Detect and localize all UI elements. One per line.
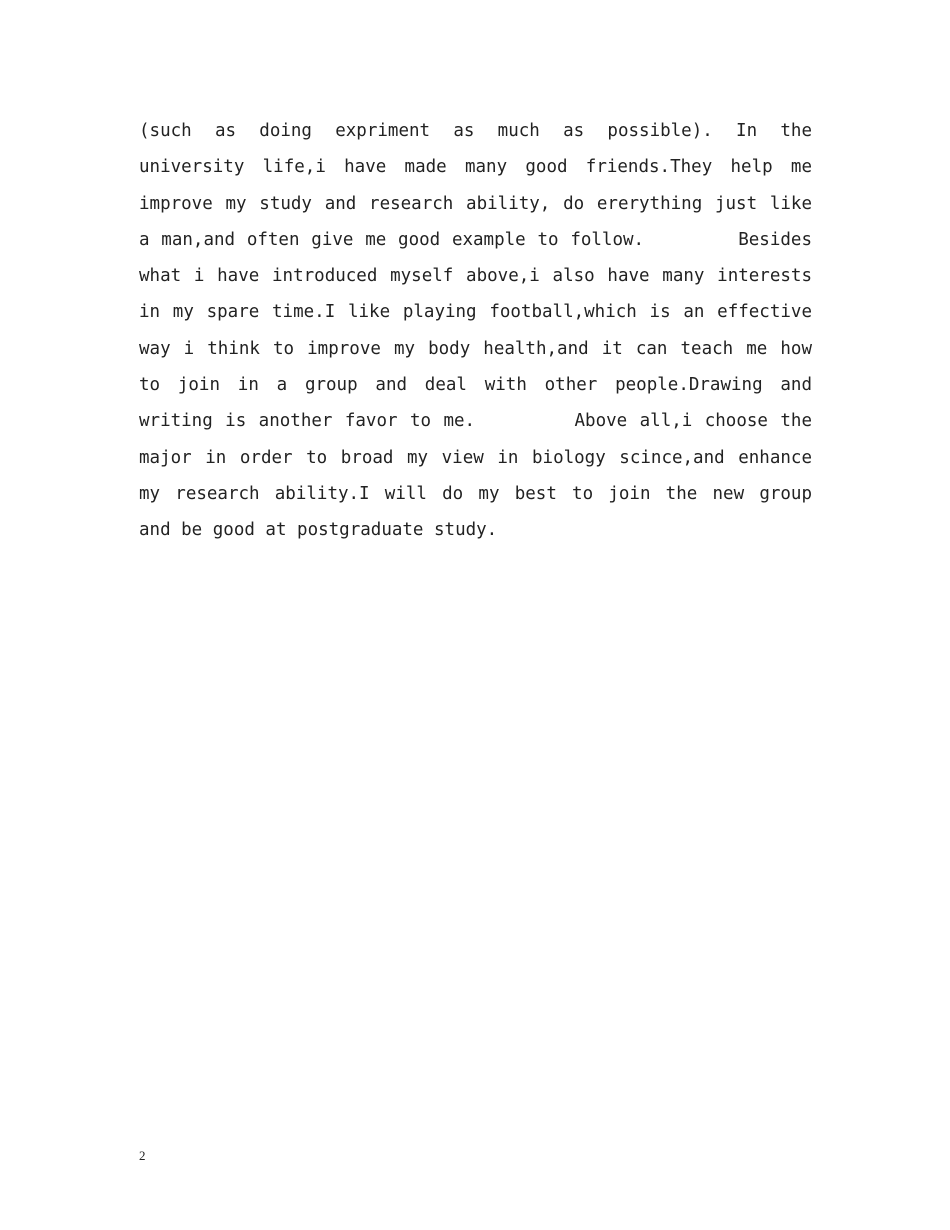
text-line: university life,i have made many good friends.They help me bbox=[139, 157, 812, 178]
text-line: in my spare time.I like playing football,which is an effective bbox=[139, 302, 812, 323]
page-number: 2 bbox=[139, 1148, 146, 1163]
text-line: to join in a group and deal with other people.Drawing and bbox=[139, 375, 812, 396]
text-line: improve my study and research ability, do ererything just like bbox=[139, 193, 812, 214]
text-line: what i have introduced myself above,i also have many interests bbox=[139, 266, 812, 287]
text-line: (such as doing expriment as much as possible). In the bbox=[139, 121, 812, 141]
text-line: a man,and often give me good example to follow. Besides bbox=[139, 229, 812, 250]
text-line: and be good at postgraduate study. bbox=[139, 520, 498, 541]
text-line: major in order to broad my view in biology scince,and enhance bbox=[139, 447, 812, 468]
text-line: my research ability.I will do my best to join the new group bbox=[139, 483, 812, 504]
text-line: writing is another favor to me. Above all,i choose the bbox=[139, 411, 812, 432]
text-line: way i think to improve my body health,and it can teach me how bbox=[139, 338, 812, 359]
body-paragraph bbox=[139, 113, 812, 549]
